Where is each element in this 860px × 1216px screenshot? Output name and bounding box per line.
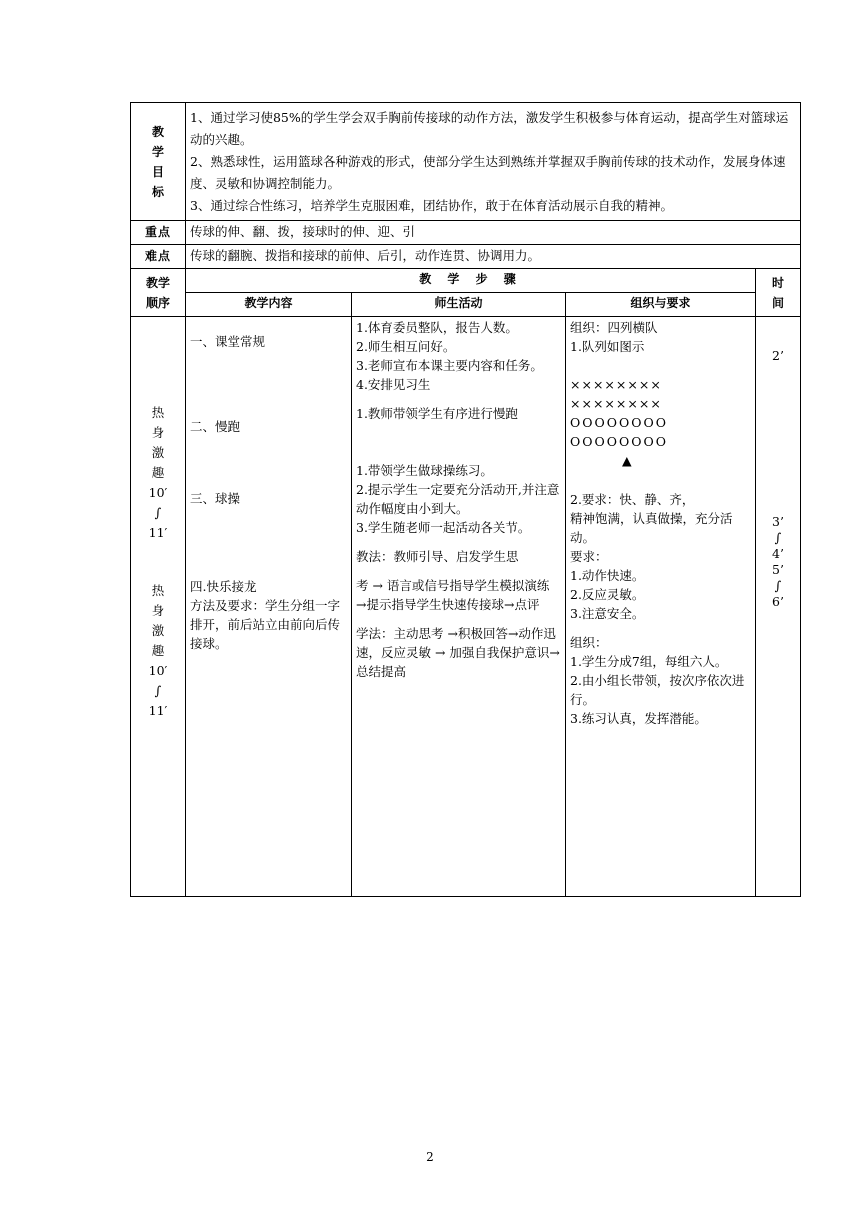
content-item-jog: 二、慢跑 [190,419,241,434]
label-char: 标 [151,184,164,199]
org-line: 2.要求：快、静、齐， [570,492,695,507]
sequence-char: 身 [151,603,165,618]
content-item-relay-desc: 方法及要求：学生分组一字排开，前后站立由前向后传接球。 [190,598,341,651]
content-item-routine: 一、课堂常规 [190,334,266,349]
time-value: ∫ [774,530,782,545]
difficulty-label: 难点 [131,245,186,269]
content-column-header: 教学内容 [186,293,352,317]
org-line: 2.由小组长带领，按次序依次进行。 [570,673,745,707]
sequence-char: 激 [151,623,165,638]
header-line: 间 [772,295,785,310]
org-line: 要求： [570,549,608,564]
objectives-text [186,103,801,221]
sequence-char: 趣 [151,465,165,480]
time-value: 2’ [772,348,784,363]
content-item-relay-title: 四.快乐接龙 [190,579,257,594]
time-header [756,269,801,317]
teacher-position-icon: ▲ [622,453,632,468]
org-line: 1.动作快速。 [570,568,645,583]
sequence-char: 10′ [148,485,168,500]
objective-item: 1、通过学习使85%的学生学会双手胸前传接球的动作方法，激发学生积极参与体育运动，提高学生对篮球运动的兴趣。 [190,110,789,147]
key-point-text: 传球的伸、翻、拨，接球时的伸、迎、引 [186,221,801,245]
activity-cell [352,317,566,897]
objective-item: 3、通过综合性练习，培养学生克服困难，团结协作，敢于在体育活动展示自我的精神。 [190,198,673,213]
activity-line: 4.安排见习生 [356,377,431,392]
formation-row: OOOOOOOO [570,415,668,430]
activity-line: 3.老师宣布本课主要内容和任务。 [356,358,543,373]
time-cell [756,317,801,897]
content-item-exercise: 三、球操 [190,491,241,506]
objective-item: 2、熟悉球性，运用篮球各种游戏的形式，使部分学生达到熟练并掌握双手胸前传球的技术动作，发展身体速度、灵敏和协调控制能力。 [190,154,786,191]
activity-line: 2.提示学生一定要充分活动开,并注意动作幅度由小到大。 [356,482,560,516]
activity-line: 1.教师带领学生有序进行慢跑 [356,406,518,421]
organization-column-header: 组织与要求 [566,293,756,317]
page-number: 2 [426,1150,434,1164]
sequence-char: ∫ [154,683,162,698]
header-line: 时 [772,275,785,290]
steps-header: 教 学 步 骤 [186,269,756,293]
activity-line: 学法：主动思考 →积极回答→动作迅速，反应灵敏 → 加强自我保护意识→总结提高 [356,626,560,679]
content-cell [186,317,352,897]
label-char: 教 [151,124,164,139]
key-point-label: 重点 [131,221,186,245]
time-value: 4’ [772,546,784,561]
objectives-label [131,103,186,221]
organization-cell [566,317,756,897]
header-line: 顺序 [145,295,170,310]
formation-row: ×××××××× [570,396,662,411]
sequence-char: ∫ [154,505,162,520]
activity-line: 3.学生随老师一起活动各关节。 [356,520,531,535]
formation-row: ×××××××× [570,377,662,392]
label-char: 学 [151,144,164,159]
org-line: 1.队列如图示 [570,339,645,354]
sequence-char: 趣 [151,643,165,658]
activity-line: 2.师生相互问好。 [356,339,456,354]
sequence-cell [131,317,186,897]
time-value: 5’ [772,562,784,577]
time-value: ∫ [774,578,782,593]
sequence-char: 热 [151,583,165,598]
org-line: 2.反应灵敏。 [570,587,645,602]
activity-column-header: 师生活动 [352,293,566,317]
time-value: 3’ [772,514,784,529]
difficulty-text: 传球的翻腕、拨指和接球的前伸、后引，动作连贯、协调用力。 [186,245,801,269]
org-line: 3.注意安全。 [570,606,645,621]
activity-line: 考 → 语言或信号指导学生模拟演练 →提示指导学生快速传接球→点评 [356,578,550,612]
sequence-char: 10′ [148,663,168,678]
formation-row: OOOOOOOO [570,434,668,449]
sequence-char: 激 [151,445,165,460]
activity-line: 1.体育委员整队，报告人数。 [356,320,518,335]
sequence-char: 11′ [148,525,168,540]
sequence-char: 身 [151,425,165,440]
label-char: 目 [151,164,164,179]
lesson-plan-table [130,102,800,897]
org-line: 精神饱满，认真做操，充分活动。 [570,511,733,545]
sequence-char: 热 [151,405,165,420]
org-line: 组织： [570,635,608,650]
activity-line: 1.带领学生做球操练习。 [356,463,493,478]
org-line: 组织：四列横队 [570,320,658,335]
sequence-char: 11′ [148,703,168,718]
sequence-header [131,269,186,317]
org-line: 3.练习认真，发挥潜能。 [570,711,707,726]
activity-line: 教法：教师引导、启发学生思 [356,549,519,564]
header-line: 教学 [145,275,170,290]
time-value: 6’ [772,594,784,609]
org-line: 1.学生分成7组，每组六人。 [570,654,728,669]
